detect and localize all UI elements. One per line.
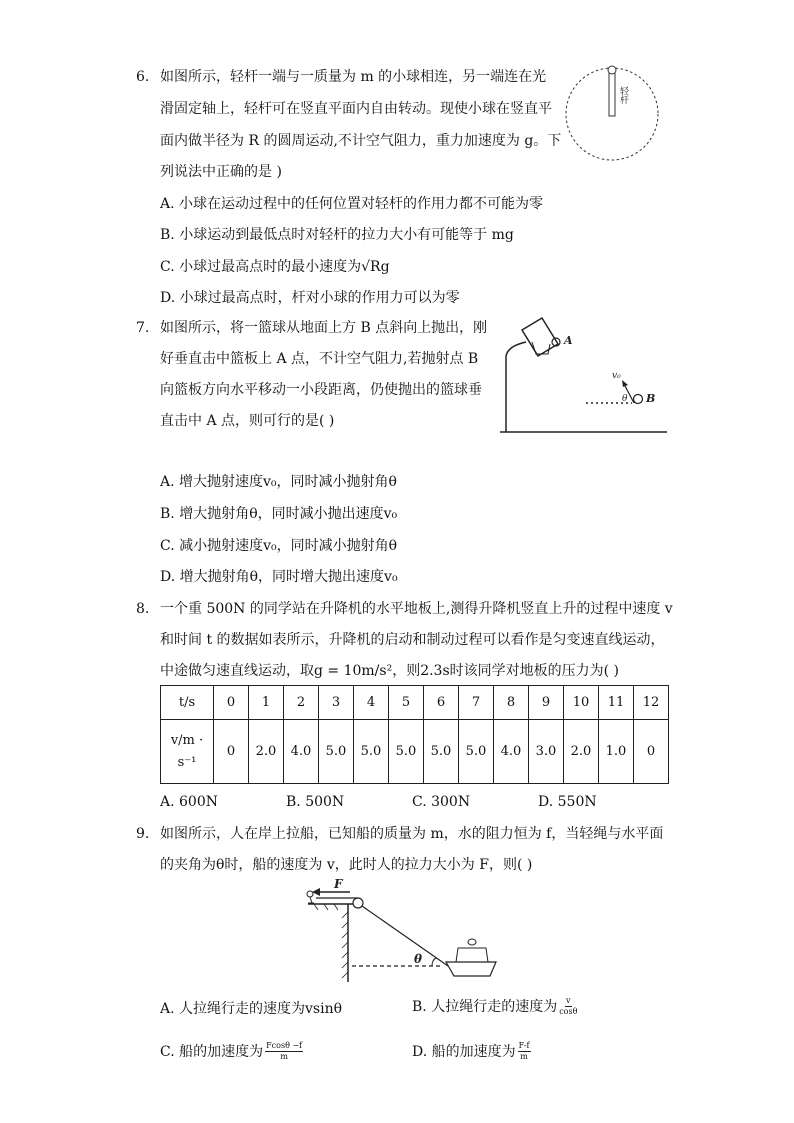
table-cell: 4.0 <box>494 720 529 784</box>
q9-line-1: 如图所示，人在岸上拉船，已知船的质量为 m，水的阻力恒为 f，当轻绳与水平面 <box>160 826 664 842</box>
q9-option-c-fraction <box>265 1041 303 1062</box>
v0-label: v₀ <box>612 371 621 381</box>
q6-circle-figure <box>560 60 662 164</box>
q9-option-a: A. 人拉绳行走的速度为vsinθ <box>160 1001 343 1017</box>
q9-option-c <box>160 1041 303 1062</box>
q8-line-2: 和时间 t 的数据如表所示，升降机的启动和制动过程可以看作是匀变速直线运动， <box>160 632 665 648</box>
q9-option-d-denominator: m <box>520 1052 528 1061</box>
q9-number: 9. <box>136 826 150 842</box>
theta-label: θ <box>622 394 628 404</box>
velocity-unit-b: s⁻¹ <box>177 754 197 770</box>
table-cell: 0 <box>214 720 249 784</box>
q7-number: 7. <box>136 320 150 336</box>
hoop-net-shape <box>532 342 550 354</box>
table-cell: 8 <box>494 686 529 720</box>
q9-option-b-fraction <box>559 996 577 1017</box>
q7-option-d: D. 增大抛射角θ，同时增大抛出速度v₀ <box>160 569 398 585</box>
table-cell: 10 <box>564 686 599 720</box>
table-header-time: t/s <box>161 686 214 720</box>
velocity-arrow-head <box>622 380 628 387</box>
q8-option-c: C. 300N <box>412 794 471 810</box>
rod-label: 轻杆 <box>618 86 628 104</box>
q8-option-d: D. 550N <box>538 794 597 810</box>
q6-option-d: D. 小球过最高点时，杆对小球的作用力可以为零 <box>160 290 460 306</box>
q9-option-c-numerator: Fcosθ −f <box>266 1041 303 1050</box>
pulley-shape <box>353 898 363 908</box>
table-cell: 0 <box>634 720 669 784</box>
boat-cabin <box>456 948 488 962</box>
q9-boat-figure <box>300 876 500 986</box>
q9-option-c-text: C. 船的加速度为 <box>160 1043 264 1060</box>
q9-option-b-text: B. 人拉绳行走的速度为 <box>412 998 558 1015</box>
q6-line-2: 滑固定轴上，轻杆可在竖直平面内自由转动。现使小球在竖直平 <box>160 101 552 117</box>
q9-option-d <box>412 1041 531 1062</box>
table-cell: 2.0 <box>249 720 284 784</box>
table-cell: 1 <box>249 686 284 720</box>
table-cell: 5.0 <box>354 720 389 784</box>
q9-option-b-denominator: cosθ <box>559 1007 578 1016</box>
pole-arm-shape <box>506 342 526 356</box>
q6-number: 6. <box>136 69 150 85</box>
q9-option-d-fraction <box>518 1041 531 1062</box>
table-cell: 4.0 <box>284 720 319 784</box>
table-cell: 5 <box>389 686 424 720</box>
q8-option-b: B. 500N <box>286 794 345 810</box>
angle-arc <box>432 958 436 966</box>
force-label: F <box>334 877 343 891</box>
ball-shape <box>608 66 616 74</box>
table-row-velocity <box>161 720 669 784</box>
table-header-velocity <box>161 720 214 784</box>
q7-option-a: A. 增大抛射速度v₀，同时减小抛射角θ <box>160 474 397 490</box>
q8-option-a: A. 600N <box>160 794 218 810</box>
table-cell: 0 <box>214 686 249 720</box>
q8-number: 8. <box>136 601 150 617</box>
wall-hatch-shape <box>314 904 348 978</box>
table-cell: 5.0 <box>389 720 424 784</box>
table-cell: 11 <box>599 686 634 720</box>
q9-line-2: 的夹角为θ时，船的速度为 v，此时人的拉力大小为 F，则( ) <box>160 857 533 873</box>
velocity-time-table <box>160 685 669 784</box>
table-cell: 5.0 <box>319 720 354 784</box>
point-b-label: B <box>646 392 656 405</box>
q7-line-3: 向篮板方向水平移动一小段距离，仍使抛出的篮球垂 <box>160 382 482 398</box>
table-cell: 4 <box>354 686 389 720</box>
table-cell: 6 <box>424 686 459 720</box>
q7-option-c: C. 减小抛射速度v₀，同时减小抛射角θ <box>160 538 398 554</box>
backboard-shape <box>522 318 558 356</box>
q7-line-4: 直击中 A 点，则可行的是( ) <box>160 413 335 429</box>
q6-option-b: B. 小球运动到最低点时对轻杆的拉力大小有可能等于 mg <box>160 227 514 243</box>
table-row-time <box>161 686 669 720</box>
table-cell: 3 <box>319 686 354 720</box>
q9-option-c-denominator: m <box>280 1052 288 1061</box>
point-a-label: A <box>564 334 573 347</box>
point-b-ball <box>634 395 643 404</box>
q7-line-1: 如图所示，将一篮球从地面上方 B 点斜向上抛出，刚 <box>160 320 488 336</box>
q7-basketball-figure <box>492 312 672 440</box>
q9-option-b-numerator: v <box>566 996 571 1005</box>
table-cell: 5.0 <box>424 720 459 784</box>
table-cell: 9 <box>529 686 564 720</box>
table-cell: 2 <box>284 686 319 720</box>
q7-line-2: 好垂直击中篮板上 A 点，不计空气阻力,若抛射点 B <box>160 351 479 367</box>
velocity-unit-a: v/m · <box>170 732 204 748</box>
q7-option-b: B. 增大抛射角θ，同时减小抛出速度v₀ <box>160 506 398 522</box>
rope-diagonal <box>362 906 448 966</box>
boat-hull <box>446 962 496 976</box>
q9-option-d-numerator: F-f <box>518 1041 530 1050</box>
person-head <box>307 891 313 897</box>
table-cell: 5.0 <box>459 720 494 784</box>
table-cell: 2.0 <box>564 720 599 784</box>
q6-option-c: C. 小球过最高点时的最小速度为√Rg <box>160 259 390 275</box>
q6-line-4: 列说法中正确的是 ) <box>160 164 282 180</box>
table-cell: 12 <box>634 686 669 720</box>
q9-option-b <box>412 996 577 1017</box>
table-cell: 3.0 <box>529 720 564 784</box>
table-cell: 7 <box>459 686 494 720</box>
q9-option-d-text: D. 船的加速度为 <box>412 1043 516 1060</box>
q6-line-1: 如图所示，轻杆一端与一质量为 m 的小球相连，另一端连在光 <box>160 69 547 85</box>
q8-line-1: 一个重 500N 的同学站在升降机的水平地板上,测得升降机竖直上升的过程中速度 v <box>160 601 673 617</box>
table-cell: 1.0 <box>599 720 634 784</box>
boat-top <box>468 939 476 945</box>
rod-shape <box>609 72 615 116</box>
q6-option-a: A. 小球在运动过程中的任何位置对轻杆的作用力都不可能为零 <box>160 196 544 212</box>
person-body <box>308 897 314 903</box>
q6-line-3: 面内做半径为 R 的圆周运动,不计空气阻力，重力加速度为 g。下 <box>160 133 562 149</box>
q8-line-3: 中途做匀速直线运动，取g = 10m/s²，则2.3s时该同学对地板的压力为( ) <box>160 663 620 679</box>
theta-label: θ <box>414 952 423 966</box>
